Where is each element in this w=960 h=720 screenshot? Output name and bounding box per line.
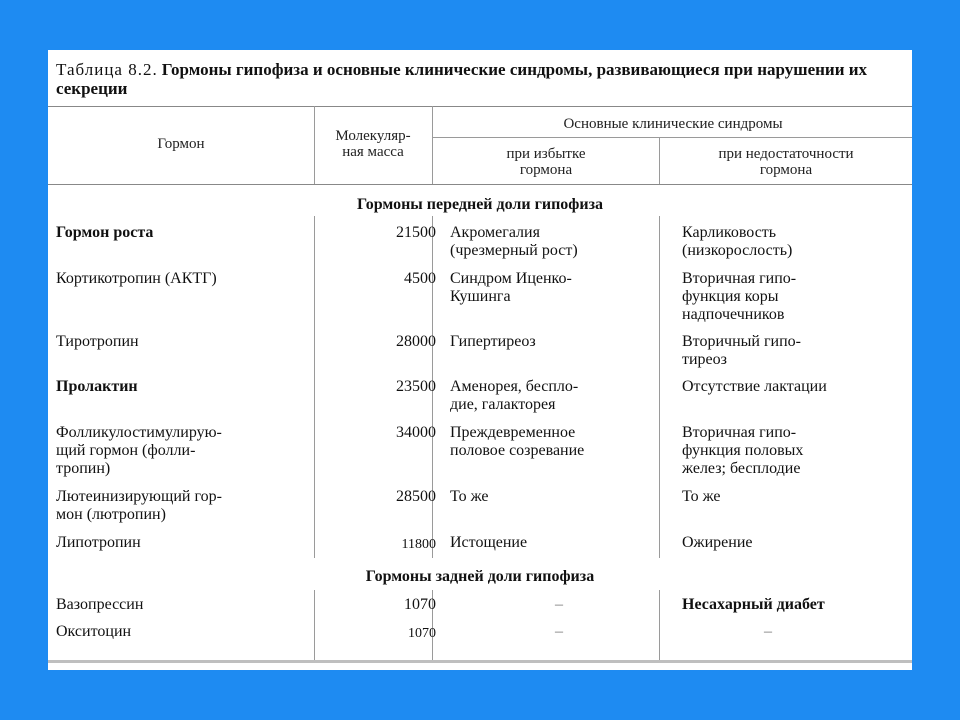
header-mid-rule	[432, 137, 912, 138]
row-8-hormone: Окситоцин	[56, 623, 132, 640]
header-syndromes: Основные клинические синдромы	[563, 116, 783, 132]
header-top-rule	[48, 106, 912, 107]
section-posterior: Гормоны задней доли гипофиза	[365, 568, 595, 585]
row-4-mass: 34000	[396, 424, 436, 441]
table-document	[48, 50, 912, 670]
row-7-hormone: Вазопрессин	[56, 596, 144, 613]
header-divider-2	[432, 106, 433, 184]
row-5-mass: 28500	[396, 488, 436, 505]
header-deficiency: при недостаточности гормона	[718, 146, 854, 178]
header-divider-1	[314, 106, 315, 184]
row-0-hormone: Гормон роста	[56, 224, 154, 241]
row-2-hormone: Тиротропин	[56, 333, 139, 350]
row-8-deficiency: –	[764, 623, 772, 640]
row-1-hormone: Кортикотропин (АКТГ)	[56, 270, 217, 287]
row-3-deficiency: Отсутствие лактации	[682, 378, 827, 395]
row-0-excess: Акромегалия (чрезмерный рост)	[450, 224, 578, 259]
row-7-excess: –	[555, 596, 563, 613]
row-2-mass: 28000	[396, 333, 436, 350]
bottom-rule	[48, 660, 912, 663]
table-title	[56, 60, 906, 98]
row-8-mass: 1070	[408, 626, 436, 641]
row-3-excess: Аменорея, беспло- дие, галакторея	[450, 378, 579, 413]
header-excess: при избытке гормона	[506, 146, 586, 178]
row-2-excess: Гипертиреоз	[450, 333, 536, 350]
row-6-hormone: Липотропин	[56, 534, 141, 551]
row-5-hormone: Лютеинизирующий гор- мон (лютропин)	[56, 488, 222, 523]
row-5-deficiency: То же	[682, 488, 721, 505]
row-0-mass: 21500	[396, 224, 436, 241]
section-anterior: Гормоны передней доли гипофиза	[356, 196, 604, 213]
row-6-deficiency: Ожирение	[682, 534, 753, 551]
row-0-deficiency: Карликовость (низкорослость)	[682, 224, 793, 259]
table-number: Таблица 8.2.	[56, 60, 158, 79]
row-6-mass: 11800	[401, 537, 436, 552]
row-3-mass: 23500	[396, 378, 436, 395]
row-1-mass: 4500	[404, 270, 436, 287]
header-mass: Молекуляр- ная масса	[335, 128, 411, 160]
row-5-excess: То же	[450, 488, 489, 505]
row-1-deficiency: Вторичная гипо- функция коры надпочечников	[682, 270, 797, 323]
row-1-excess: Синдром Иценко- Кушинга	[450, 270, 572, 305]
row-8-excess: –	[555, 623, 563, 640]
header-hormone: Гормон	[157, 136, 205, 152]
row-4-deficiency: Вторичная гипо- функция половых желез; бесплодие	[682, 424, 804, 477]
row-7-mass: 1070	[404, 596, 436, 613]
row-3-hormone: Пролактин	[56, 378, 138, 395]
header-divider-3	[659, 137, 660, 184]
row-4-hormone: Фолликулостимулирую- щий гормон (фолли- тропин)	[56, 424, 222, 477]
row-4-excess: Преждевременное половое созревание	[450, 424, 585, 459]
row-7-deficiency: Несахарный диабет	[682, 596, 825, 613]
row-2-deficiency: Вторичный гипо- тиреоз	[682, 333, 801, 368]
header-bottom-rule	[48, 184, 912, 185]
row-6-excess: Истощение	[450, 534, 528, 551]
table-caption: Гормоны гипофиза и основные клинические синдромы, развивающиеся при нарушении их секреции	[56, 60, 868, 98]
